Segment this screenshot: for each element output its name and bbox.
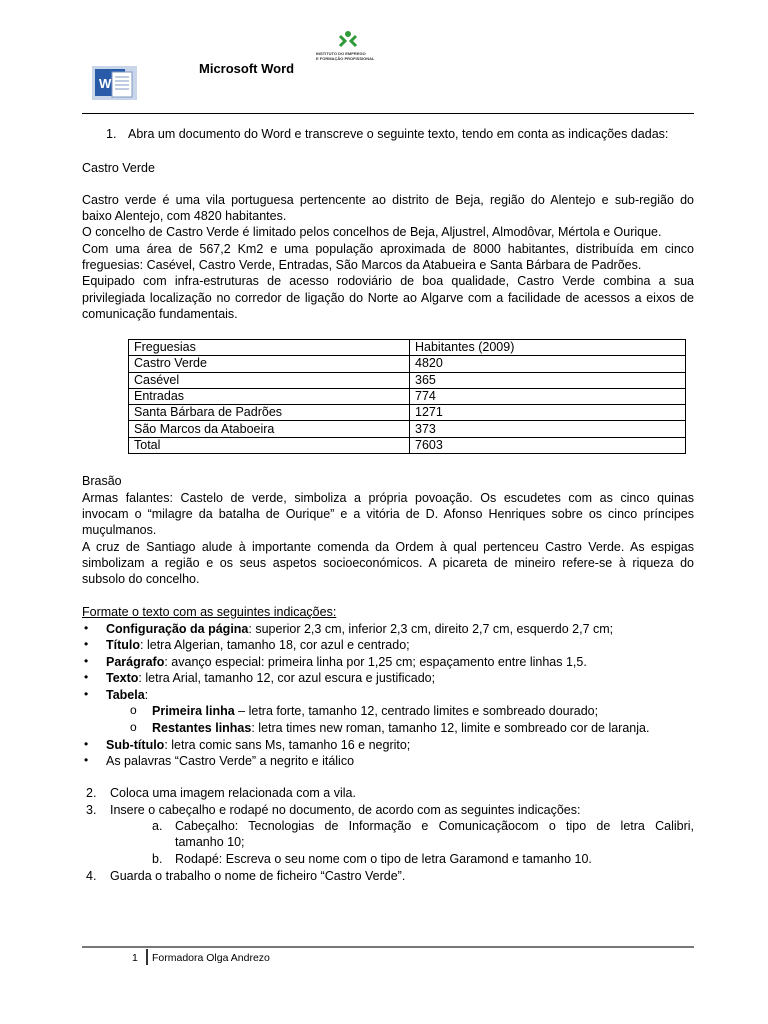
body-line: Com uma área de 567,2 Km2 e uma população aproximada de 8000 habitantes, distribuída em cinco <box>82 242 694 256</box>
sub-step-text: Rodapé: Escreva o seu nome com o tipo de letra Garamond e tamanho 10. <box>175 852 592 866</box>
table-header-cell: Freguesias <box>129 340 410 356</box>
footer-author: Formadora Olga Andrezo <box>152 952 270 964</box>
table-cell: Total <box>129 437 410 453</box>
org-line-2: E FORMAÇÃO PROFISSIONAL <box>316 56 375 61</box>
brasao-line: Armas falantes: Castelo de verde, simboliza a própria povoação. Os escudetes com as cinco quinas <box>82 491 694 505</box>
body-line: freguesias: Casével, Castro Verde, Entradas, São Marcos da Atabueira e Santa Bárbara de Padrões. <box>82 258 642 272</box>
sub-step-text: Cabeçalho: Tecnologias de Informação e Comunicaçãocom o tipo de letra Calibri, <box>175 819 694 833</box>
table-cell: 774 <box>410 388 686 404</box>
sub-item-value: – letra forte, tamanho 12, centrado limites e sombreado dourado; <box>234 704 599 718</box>
body-line: baixo Alentejo, com 4820 habitantes. <box>82 209 287 223</box>
table-row <box>129 388 686 404</box>
format-item <box>106 670 696 686</box>
format-item <box>106 753 696 769</box>
body-line: comunicação fundamentais. <box>82 307 238 321</box>
format-item <box>106 621 696 637</box>
bullet-icon: • <box>84 687 89 701</box>
table-cell: 1271 <box>410 405 686 421</box>
brasao-line: muçulmanos. <box>82 523 157 537</box>
bullet-icon: • <box>84 637 89 651</box>
format-item <box>106 737 696 753</box>
table-row-total <box>129 437 686 453</box>
step-text: Coloca uma imagem relacionada com a vila. <box>110 786 356 800</box>
sub-item-key: Primeira linha <box>152 704 235 718</box>
step-number: 3. <box>86 803 97 817</box>
body-line: O concelho de Castro Verde é limitado pelos concelhos de Beja, Aljustrel, Almodôvar, Mértola e Ourique. <box>82 225 662 239</box>
sub-bullet-marker: o <box>130 720 137 734</box>
table-sub-item <box>152 720 649 736</box>
table-cell: Entradas <box>129 388 410 404</box>
format-item-key: Sub-título <box>106 738 165 752</box>
footer-separator <box>146 949 148 965</box>
format-item-key: Tabela <box>106 688 145 702</box>
step-text: Guarda o trabalho o nome de ficheiro “Castro Verde”. <box>110 869 406 883</box>
step-number: 2. <box>86 786 97 800</box>
brasao-title: Brasão <box>82 474 122 488</box>
bullet-icon: • <box>84 753 89 767</box>
table-row <box>129 372 686 388</box>
format-item-value: : superior 2,3 cm, inferior 2,3 cm, direito 2,7 cm, esquerdo 2,7 cm; <box>248 622 614 636</box>
table-cell: Castro Verde <box>129 356 410 372</box>
table-row <box>129 421 686 437</box>
format-item-value: : letra Arial, tamanho 12, cor azul escura e justificado; <box>138 671 436 685</box>
format-item-value: : letra Algerian, tamanho 18, cor azul e centrado; <box>140 638 410 652</box>
sub-step-text-cont: tamanho 10; <box>175 835 245 849</box>
q1-text: Abra um documento do Word e transcreve o seguinte texto, tendo em conta as indicações dadas: <box>128 127 669 141</box>
table-header-cell: Habitantes (2009) <box>410 340 686 356</box>
table-cell: 365 <box>410 372 686 388</box>
table-row <box>129 356 686 372</box>
format-item-value: : avanço especial: primeira linha por 1,25 cm; espaçamento entre linhas 1,5. <box>164 655 587 669</box>
format-item <box>106 654 696 670</box>
sub-item-value: : letra times new roman, tamanho 12, limite e sombreado cor de laranja. <box>251 721 650 735</box>
footer-divider <box>82 946 694 948</box>
svg-text:W: W <box>99 76 112 91</box>
sub-step-marker: b. <box>152 852 163 866</box>
freguesias-table <box>128 339 686 454</box>
format-item <box>106 637 696 653</box>
body-line: Equipado com infra-estruturas de acesso rodoviário de boa qualidade, Castro Verde combina a sua <box>82 274 694 288</box>
iefp-logo <box>316 30 386 68</box>
org-line-1: INSTITUTO DO EMPREGO <box>316 51 366 56</box>
brasao-line: subsolo do concelho. <box>82 572 200 586</box>
format-item-value: As palavras “Castro Verde” a negrito e itálico <box>106 754 355 768</box>
q1-number: 1. <box>106 127 117 141</box>
sub-bullet-marker: o <box>130 703 137 717</box>
header-title: Microsoft Word <box>199 61 295 76</box>
brasao-line: A cruz de Santiago alude à importante comenda da Ordem à qual pertenceu Castro Verde. As espigas <box>82 540 694 554</box>
sub-step-marker: a. <box>152 819 163 833</box>
table-header-row <box>129 340 686 356</box>
table-cell: 4820 <box>410 356 686 372</box>
table-sub-item <box>152 703 598 719</box>
table-cell: Santa Bárbara de Padrões <box>129 405 410 421</box>
table-row <box>129 405 686 421</box>
bullet-icon: • <box>84 621 89 635</box>
format-item-key: Texto <box>106 671 139 685</box>
format-item-value: : letra comic sans Ms, tamanho 16 e negrito; <box>164 738 411 752</box>
body-line: Castro verde é uma vila portuguesa pertencente ao distrito de Beja, região do Alentejo e sub-região do <box>82 193 694 207</box>
body-line: privilegiada localização no corredor de ligação do Norte ao Algarve com a facilidade de acessos a eixos de <box>82 291 694 305</box>
word-app-icon <box>92 66 137 100</box>
iefp-emblem-icon <box>337 30 359 50</box>
bullet-icon: • <box>84 737 89 751</box>
doc-title: Castro Verde <box>82 161 155 175</box>
header-divider <box>82 113 694 114</box>
format-item <box>106 687 696 703</box>
bullet-icon: • <box>84 670 89 684</box>
table-cell: Casével <box>129 372 410 388</box>
step-text: Insere o cabeçalho e rodapé no documento, de acordo com as seguintes indicações: <box>110 803 581 817</box>
bullet-icon: • <box>84 654 89 668</box>
sub-item-key: Restantes linhas <box>152 721 252 735</box>
page-number: 1 <box>132 952 138 964</box>
table-cell: 373 <box>410 421 686 437</box>
table-cell: 7603 <box>410 437 686 453</box>
brasao-line: invocam o “milagre da batalha de Ourique” e a vitória de D. Afonso Henriques sobre os cinco príncipes <box>82 507 694 521</box>
format-item-key: Configuração da página <box>106 622 249 636</box>
step-number: 4. <box>86 869 97 883</box>
brasao-line: simbolizam a região e os seus aspetos socioeconómicos. A picareta de mineiro refere-se à riqueza do <box>82 556 694 570</box>
format-item-key: Título <box>106 638 141 652</box>
format-item-value: : <box>144 688 149 702</box>
table-cell: São Marcos da Ataboeira <box>129 421 410 437</box>
format-item-key: Parágrafo <box>106 655 165 669</box>
format-heading: Formate o texto com as seguintes indicações: <box>82 605 337 619</box>
